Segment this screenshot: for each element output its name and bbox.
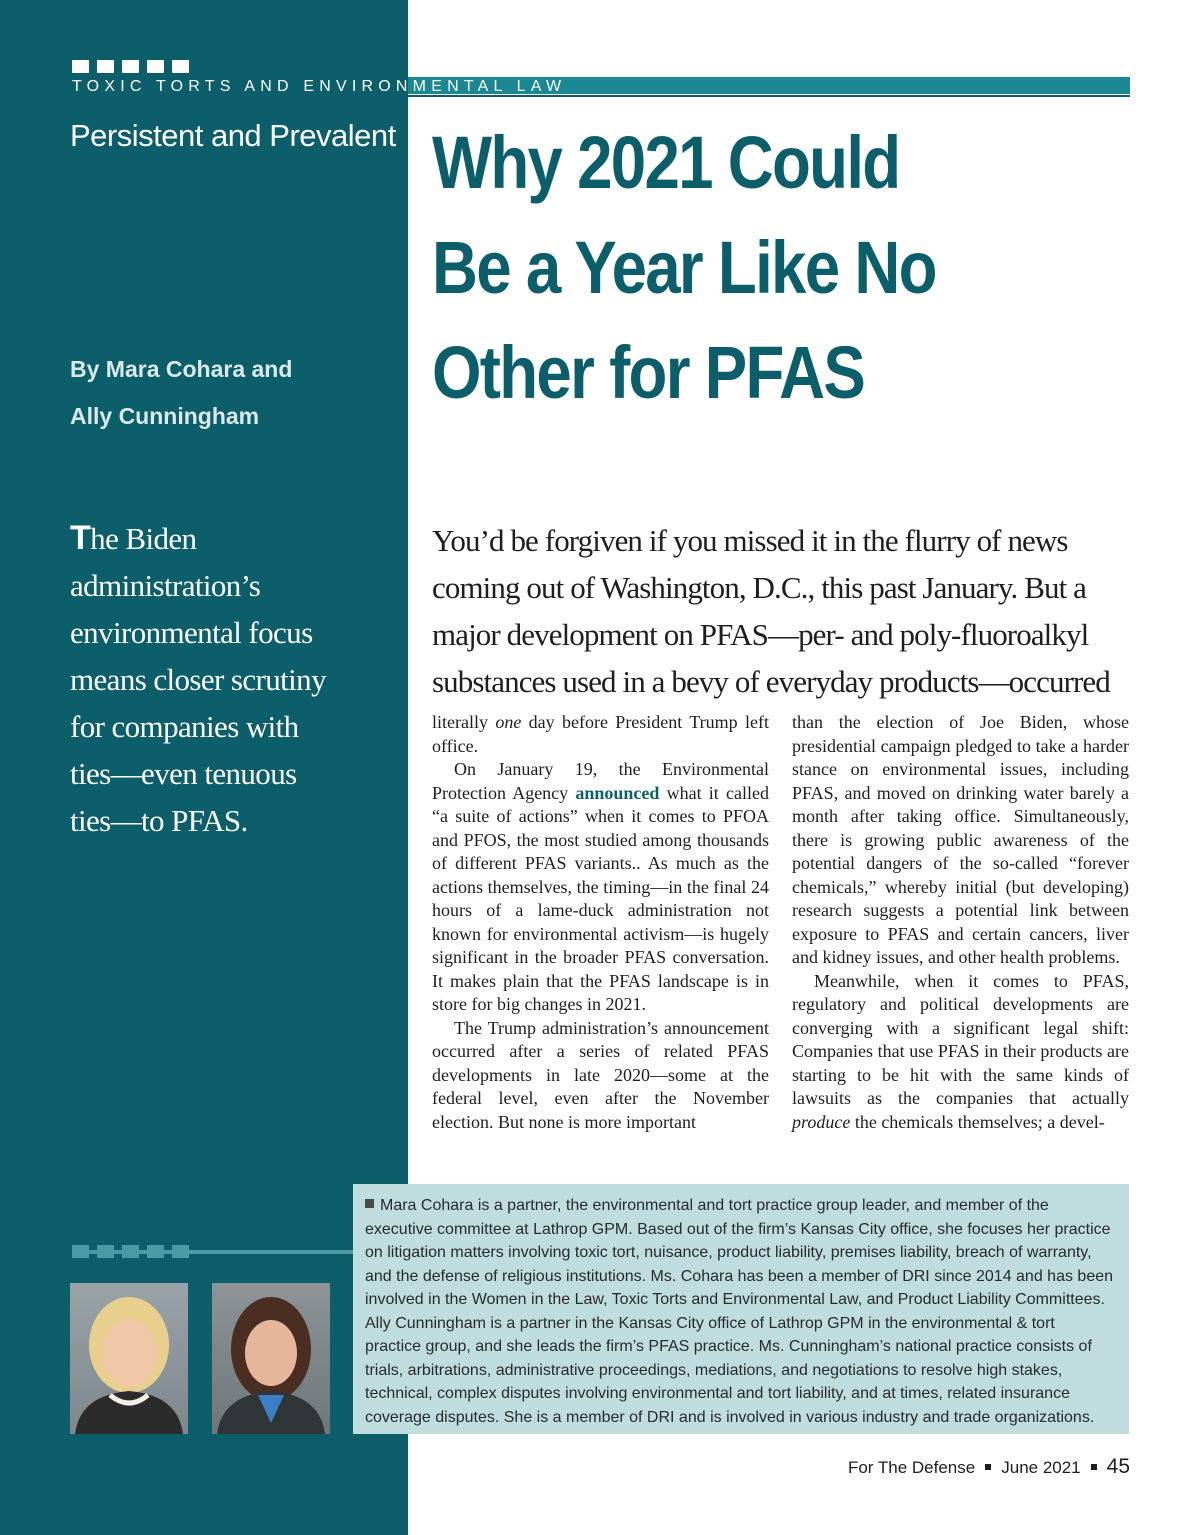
body-emphasis: one xyxy=(495,712,522,732)
headline xyxy=(432,110,1132,425)
author-bio-box xyxy=(353,1184,1129,1434)
deck-line: for companies with xyxy=(70,709,299,744)
body-text: Meanwhile, when it comes to PFAS, regulatory and political developments are converging with a significant legal shift: Companies that use PFAS in their products are starting to be hit with the same kinds of lawsuits as the companies that actually xyxy=(792,970,1129,1108)
deck-line: means closer scrutiny xyxy=(70,662,326,697)
body-column-2 xyxy=(792,711,1129,1134)
section-label: TOXIC TORTS AND ENVIRONMENTAL LAW xyxy=(72,78,567,95)
byline-line: By Mara Cohara and xyxy=(70,356,293,382)
body-text: what it called “a suite of actions” when it comes to PFOA and PFOS, the most studied among thousands of different PFAS variants.. As much as the actions themselves, the timing—in the final 24 hours of a lame-duck administration not known for environmental activism—is hugely significant in the broader PFAS conversation. It makes plain that the PFAS landscape is in store for big changes in 2021. xyxy=(432,782,769,1014)
body-text: the chemicals themselves; a devel- xyxy=(850,1111,1105,1132)
page-footer xyxy=(848,1455,1130,1479)
footer-date: June 2021 xyxy=(1001,1458,1081,1477)
byline xyxy=(70,346,390,440)
body-text: day before President Trump left office. xyxy=(432,712,769,756)
announced-link[interactable]: announced xyxy=(575,782,660,803)
body-paragraph xyxy=(792,970,1129,1135)
lede-line: substances used in a bevy of everyday products—occurred xyxy=(432,664,1110,699)
deck-line: ties—to PFAS. xyxy=(70,803,248,838)
body-text: On January 19, the Environmental Protection Agency xyxy=(432,759,769,803)
page-number: 45 xyxy=(1106,1455,1130,1478)
deck-line xyxy=(70,515,390,562)
deck-line: ties—even tenuous xyxy=(70,756,297,791)
separator-square-icon xyxy=(985,1464,991,1470)
portrait-icon xyxy=(70,1283,188,1434)
headline-line: Why 2021 Could xyxy=(432,121,900,204)
kicker: Persistent and Prevalent xyxy=(70,118,396,153)
lede-line: You’d be forgiven if you missed it in the flurry of news xyxy=(432,523,1068,558)
body-paragraph xyxy=(432,711,769,758)
separator-square-icon xyxy=(1091,1464,1097,1470)
deck-dropcap: T xyxy=(70,519,91,557)
deck xyxy=(70,515,390,844)
headline-line: Be a Year Like No xyxy=(432,226,936,309)
author-photo-cohara xyxy=(70,1283,188,1434)
bullet-icon xyxy=(365,1199,374,1208)
byline-line: Ally Cunningham xyxy=(70,403,260,429)
author-bio-text: Mara Cohara is a partner, the environmental and tort practice group leader, and member of the executive committee at Lathrop GPM. Based out of the firm’s Kansas City office, she focuses her practice on litigation matters involving toxic tort, nuisance, product liability, premises liability, breach of warranty, and the defense of religious institutions. Ms. Cohara has been a member of DRI since 2014 and has been involved in the Women in the Law, Toxic Torts and Environmental Law, and Product Liability Committees. Ally Cunningham is a partner in the Kansas City office of Lathrop GPM in the environmental & tort practice group, and she leads the firm’s PFAS practice. Ms. Cunningham’s national practice consists of trials, arbitrations, administrative proceedings, mediations, and negotiations to resolve high stakes, technical, complex disputes involving environmental and tort liability, and at times, related insurance coverage disputes. She is a member of DRI and is involved in various industry and trade organizations. xyxy=(365,1197,1114,1426)
portrait-icon xyxy=(212,1283,330,1434)
body-text: literally xyxy=(432,712,496,732)
lede-line: major development on PFAS—per- and poly-fluoroalkyl xyxy=(432,617,1089,652)
lede-line: coming out of Washington, D.C., this past January. But a xyxy=(432,570,1087,605)
deck-line: administration’s xyxy=(70,568,261,603)
body-paragraph xyxy=(432,758,769,1017)
headline-line: Other for PFAS xyxy=(432,331,865,414)
body-paragraph: than the election of Joe Biden, whose presidential campaign pledged to take a harder stance on environmental issues, including PFAS, and moved on drinking water barely a month after taking office. Simultaneously, there is growing public awareness of the potential dangers of the so-called “forever chemicals,” whereby initial (but developing) research suggests a potential link between exposure to PFAS and certain cancers, liver and kidney issues, and other health problems. xyxy=(792,712,1129,967)
decorative-rule xyxy=(72,1250,362,1254)
body-emphasis: produce xyxy=(792,1111,851,1132)
author-photo-cunningham xyxy=(212,1283,330,1434)
deck-first-line: he Biden xyxy=(90,521,197,556)
body-column-1 xyxy=(432,711,769,1134)
body-paragraph: The Trump administration’s announcement occurred after a series of related PFAS developments in late 2020—some at the federal level, even after the November election. But none is more important xyxy=(432,1017,769,1132)
footer-publication: For The Defense xyxy=(847,1458,976,1477)
deck-line: environmental focus xyxy=(70,615,313,650)
lede xyxy=(432,517,1132,705)
decorative-squares-top xyxy=(72,60,189,73)
